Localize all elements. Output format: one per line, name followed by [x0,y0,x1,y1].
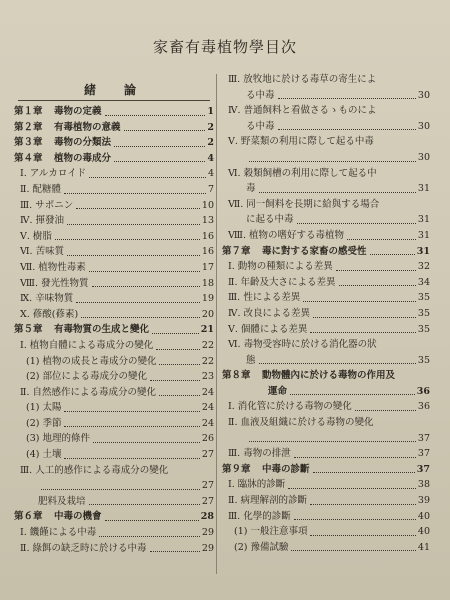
page-number: 13 [201,215,214,227]
entry-title: Ⅹ. 蓚酸(蓚素) [20,308,79,320]
page-number: 30 [417,89,430,101]
entry-title: (1) 太陽 [26,402,62,414]
entry-title: 肥料及栽培 [38,495,86,507]
dot-leader [339,285,416,286]
dot-leader [297,223,416,224]
dot-leader [124,130,206,131]
toc-entry [14,135,214,151]
entry-title: Ⅴ. 樹脂 [20,230,52,242]
section-rule [18,100,210,101]
dot-leader [89,177,206,178]
dot-leader [294,457,416,458]
entry-title: (1) 一般注意事項 [234,526,308,538]
entry-title: る中毒 [246,89,275,101]
page-number: 36 [417,401,430,413]
toc-entry [14,276,214,292]
toc-entry [14,260,214,276]
page-number: 41 [417,541,430,553]
dot-leader [156,349,200,350]
toc-entry [222,228,430,244]
toc-entry [14,291,214,307]
entry-title: Ⅱ. 血液及組織に於ける毒物の變化 [228,417,374,429]
toc-right-list [222,72,430,555]
toc-entry [14,509,214,525]
page-number: 31 [416,245,430,257]
entry-title: 毒に對する家畜の感受性 [262,245,367,257]
page-number: 24 [201,402,214,414]
page-number: 24 [201,417,214,429]
toc-entry [222,493,430,509]
entry-title: (4) 土壤 [26,449,62,461]
entry-title: 中毒の機會 [54,511,102,523]
dot-leader [288,488,416,489]
chapter-number: 第４章 [14,152,43,164]
page-number: 18 [201,277,214,289]
page-number: 28 [200,511,214,523]
entry-title: Ⅱ. 自然感作による毒成分の變化 [20,386,156,398]
page-number: 34 [417,276,430,288]
toc-entry [222,166,430,182]
entry-title: Ⅳ. 揮發油 [20,215,65,227]
entry-title: Ⅲ. サポニン [20,199,74,211]
toc-entry [222,306,430,322]
entry-title: Ⅱ. 病理解剖的診斷 [228,495,307,507]
entry-title: 毒 [246,183,256,195]
page-number: 20 [201,308,214,320]
toc-entry [222,212,430,228]
toc-entry [222,181,430,197]
toc-entry [14,369,214,385]
page-number: 37 [416,463,430,475]
entry-title: Ⅲ. 毒物の排泄 [228,448,291,460]
dot-leader [313,317,416,318]
entry-title: Ⅱ. 綠餌の缺乏時に於ける中毒 [20,542,147,554]
entry-title: Ⅰ. 饑饉による中毒 [20,527,97,539]
toc-entry [222,384,430,400]
entry-title: 中毒の診斷 [262,463,310,475]
toc-entry [14,322,214,338]
toc-entry [222,88,430,104]
entry-title: Ⅱ. 年齡及大さによる差異 [228,276,336,288]
chapter-number: 第５章 [14,324,43,336]
page-number: 24 [201,386,214,398]
dot-leader [278,98,416,99]
entry-title: Ⅲ. 性による差異 [228,292,301,304]
entry-title: Ⅶ. 同一飼料を長期に給與する場合 [228,198,380,210]
entry-title: Ⅳ. 普通飼料と看做さるゝものによ [228,105,377,117]
page-number: 40 [417,526,430,538]
toc-entry [14,151,214,167]
dot-leader [64,193,206,194]
dot-leader [64,458,199,459]
toc-entry [14,416,214,432]
page-number: 35 [417,307,430,319]
toc-entry [222,259,430,275]
dot-leader [152,333,199,334]
dot-leader [114,161,205,162]
section-title: 緒 論 [83,83,144,97]
entry-title: Ⅴ. 個體による差異 [228,323,308,335]
entry-title: 植物の毒成分 [54,152,112,164]
entry-title: Ⅰ. 消化管に於ける毒物の變化 [228,401,352,413]
toc-entry [222,540,430,556]
page-number: 7 [207,183,214,195]
toc-entry [14,338,214,354]
toc-entry [14,104,214,120]
entry-title: Ⅰ. アルカロイド [20,168,87,180]
toc-entry [222,150,430,166]
toc-entry [14,166,214,182]
toc-entry [222,524,430,540]
toc-entry [14,400,214,416]
dot-leader [64,411,199,412]
toc-entry [14,244,214,260]
toc-entry [14,385,214,401]
page-number: 16 [201,230,214,242]
dot-leader [67,224,200,225]
page-number: 2 [207,137,214,149]
toc-entry [222,368,430,384]
toc-left-column [14,80,214,556]
entry-title: 態 [246,354,256,366]
entry-title: に起る中毒 [246,214,294,226]
dot-leader [150,551,200,552]
entry-title: Ⅴ. 野菜類の利用に際して起る中毒 [228,136,374,148]
toc-entry [14,120,214,136]
entry-title: (3) 地理的條件 [26,433,90,445]
page-number: 10 [201,199,214,211]
dot-leader [64,426,199,427]
page-number: 4 [207,152,214,164]
dot-leader [92,286,200,287]
page-number: 22 [201,339,214,351]
dot-leader [291,550,415,551]
dot-leader [89,504,200,505]
entry-title: 有毒物質の生成と變化 [54,324,150,336]
page-number: 31 [417,183,430,195]
page-number: 35 [417,323,430,335]
dot-leader [310,504,416,505]
chapter-number: 第６章 [14,511,43,523]
dot-leader [310,535,415,536]
dot-leader [41,489,200,490]
toc-entry [222,353,430,369]
entry-title: 動物體內に於ける毒物の作用及 [262,370,396,382]
page-number: 1 [207,106,214,117]
entry-title: (2) 豫備試驗 [234,541,289,553]
dot-leader [81,317,200,318]
page-number: 2 [207,121,214,133]
dot-leader [76,208,200,209]
entry-title: Ⅷ. 植物の嗜好する毒植物 [228,229,345,241]
entry-title: Ⅲ. 放牧地に於ける毒草の寄生によ [228,74,377,85]
chapter-number: 第７章 [222,245,251,257]
dot-leader [93,442,200,443]
entry-title: Ⅱ. 配糖體 [20,183,61,195]
toc-entry [14,229,214,245]
toc-entry [222,119,430,135]
dot-leader [355,410,416,411]
page-number: 40 [417,510,430,522]
page-number: 16 [201,246,214,258]
dot-leader [336,270,416,271]
column-divider [216,74,217,574]
dot-leader [89,271,200,272]
entry-title: Ⅷ. 發光性物質 [20,277,89,289]
page-number: 32 [417,261,430,273]
toc-entry [14,182,214,198]
dot-leader [370,254,415,255]
toc-entry [222,322,430,338]
toc-entry [14,198,214,214]
page-number: 37 [417,432,430,444]
toc-entry [14,494,214,510]
dot-leader [249,161,416,162]
page-number: 29 [201,527,214,539]
entry-title: 運命 [268,385,288,397]
dot-leader [105,115,206,116]
entry-title: Ⅵ. 苦味質 [20,246,65,258]
entry-title: 毒物の定義 [54,106,102,117]
dot-leader [55,239,200,240]
entry-title: 毒物の分類法 [54,137,112,149]
dot-leader [150,380,200,381]
chapter-number: 第１章 [14,106,43,117]
entry-title: Ⅶ. 植物性毒素 [20,261,86,273]
toc-entry [14,541,214,557]
page-number: 38 [417,479,430,491]
page-number: 30 [417,151,430,163]
toc-entry [14,478,214,494]
dot-leader [249,441,416,442]
toc-entry [14,354,214,370]
toc-entry [14,463,214,479]
entry-title: Ⅰ. 臨牀的診斷 [228,479,286,491]
toc-right-column [222,72,430,555]
entry-title: Ⅰ. 動物の種類による差異 [228,261,333,273]
page-number: 35 [417,292,430,304]
toc-entry [222,337,430,353]
toc-entry [222,399,430,415]
dot-leader [114,146,205,147]
toc-entry [14,213,214,229]
entry-title: Ⅵ. 毒物受容時に於ける消化器の狀 [228,339,377,351]
page-number: 27 [201,495,214,507]
entry-title: 有毒植物の意義 [54,121,121,133]
toc-entry [14,307,214,323]
entry-title: Ⅵ. 穀類飼槽の利用に際して起る中 [228,167,377,179]
dot-leader [67,255,200,256]
toc-entry [222,509,430,525]
entry-title: (2) 部位による毒成分の變化 [26,371,147,383]
page-number: 31 [417,229,430,241]
entry-title: (2) 季節 [26,417,62,429]
entry-title: Ⅸ. 辛味物質 [20,293,74,305]
toc-entry [222,197,430,213]
page-number: 4 [207,168,214,180]
entry-title: Ⅲ. 人工的感作による毒成分の變化 [20,464,169,476]
page-number: 31 [417,214,430,226]
dot-leader [303,301,416,302]
dot-leader [99,536,200,537]
page-number: 19 [201,293,214,305]
toc-entry [222,275,430,291]
chapter-number: 第８章 [222,370,251,382]
dot-leader [278,129,416,130]
page-number: 35 [417,354,430,366]
toc-entry [222,462,430,478]
dot-leader [159,395,200,396]
page-number: 17 [201,261,214,273]
dot-leader [259,192,416,193]
page-number: 39 [417,495,430,507]
chapter-number: 第３章 [14,137,43,149]
page-number: 30 [417,120,430,132]
toc-entry [222,446,430,462]
page-number: 26 [201,433,214,445]
toc-left-list [14,104,214,556]
entry-title: Ⅳ. 改良による差異 [228,307,311,319]
toc-entry [222,244,430,260]
dot-leader [159,364,199,365]
chapter-number: 第９章 [222,463,251,475]
entry-title: Ⅰ. 植物自體による毒成分の變化 [20,339,154,351]
toc-entry [222,431,430,447]
page-number: 21 [200,324,214,336]
page-number: 36 [416,385,430,397]
dot-leader [290,394,415,395]
chapter-number: 第２章 [14,121,43,133]
entry-title: Ⅲ. 化學的診斷 [228,510,291,522]
dot-leader [76,302,200,303]
page-number: 27 [201,480,214,492]
toc-entry [14,431,214,447]
page-number: 22 [201,355,214,367]
toc-entry [222,415,430,431]
toc-entry [14,447,214,463]
page-number: 23 [201,371,214,383]
toc-entry [222,290,430,306]
dot-leader [313,472,415,473]
toc-entry [222,103,430,119]
dot-leader [105,520,199,521]
entry-title: (1) 植物の成長と毒成分の變化 [26,355,157,367]
page-number: 29 [201,542,214,554]
dot-leader [310,332,416,333]
dot-leader [259,363,416,364]
toc-entry [222,72,430,88]
dot-leader [294,519,416,520]
page-number: 37 [417,448,430,460]
toc-entry [14,525,214,541]
toc-entry [222,134,430,150]
entry-title: る中毒 [246,120,275,132]
page-number: 27 [201,449,214,461]
dot-leader [347,239,416,240]
page-title: 家畜有毒植物學目次 [152,38,297,56]
toc-entry [222,477,430,493]
